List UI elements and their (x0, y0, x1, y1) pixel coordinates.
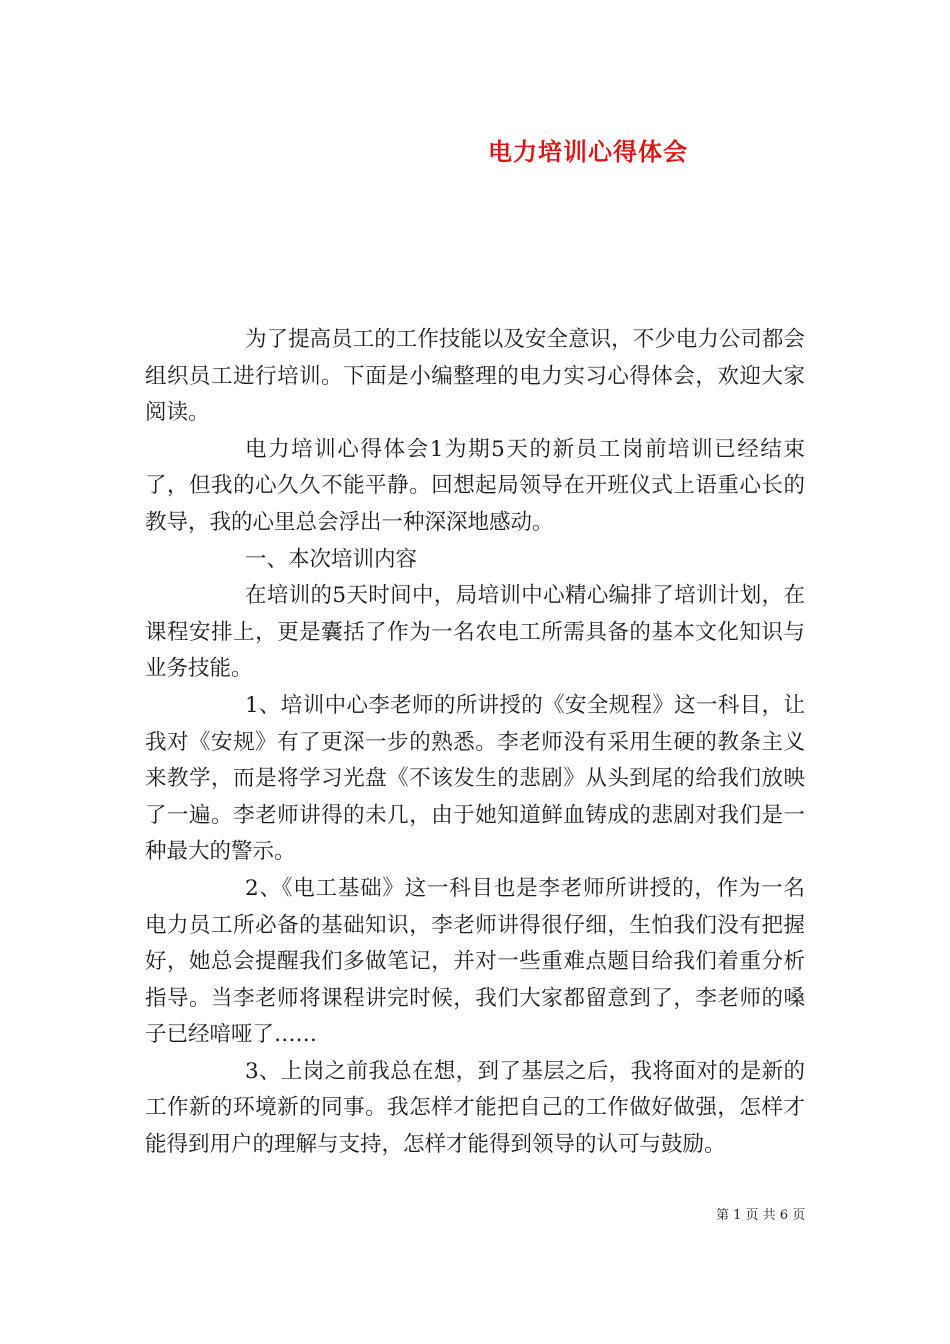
page-number: 第 1 页 共 6 页 (716, 1208, 806, 1223)
intro-paragraph: 为了提高员工的工作技能以及安全意识，不少电力公司都会组织员工进行培训。下面是小编整理的电力实习心得体会，欢迎大家阅读。 (145, 327, 805, 426)
page-title: 电力培训心得体会 (488, 137, 688, 166)
paragraph-3: 1、培训中心李老师的所讲授的《安全规程》这一科目，让我对《安规》有了更深一步的熟悉。李老师没有采用生硬的教条主义来教学，而是将学习光盘《不该发生的悲剧》从头到尾的给我们放映了一遍。李老师讲得的未几，由于她知道鲜血铸成的悲剧对我们是一种最大的警示。 (145, 692, 805, 865)
paragraph-1: 电力培训心得体会1为期5天的新员工岗前培训已经结束了，但我的心久久不能平静。回想起局领导在开班仪式上语重心长的教导，我的心里总会浮出一种深深地感动。 (145, 436, 805, 535)
document-body (145, 322, 805, 1164)
paragraph-2: 在培训的5天时间中，局培训中心精心编排了培训计划，在课程安排上，更是囊括了作为一名农电工所需具备的基本文化知识与业务技能。 (145, 583, 805, 682)
paragraph-4: 2、《电工基础》这一科目也是李老师所讲授的，作为一名电力员工所必备的基础知识，李老师讲得很仔细，生怕我们没有把握好，她总会提醒我们多做笔记，并对一些重难点题目给我们着重分析指导。当李老师将课程讲完时候，我们大家都留意到了，李老师的嗓子已经喑哑了…… (145, 875, 805, 1048)
paragraph-5: 3、上岗之前我总在想，到了基层之后，我将面对的是新的工作新的环境新的同事。我怎样才能把自己的工作做好做强，怎样才能得到用户的理解与支持，怎样才能得到领导的认可与鼓励。 (145, 1058, 805, 1158)
section-heading: 一、本次培训内容 (245, 546, 418, 572)
